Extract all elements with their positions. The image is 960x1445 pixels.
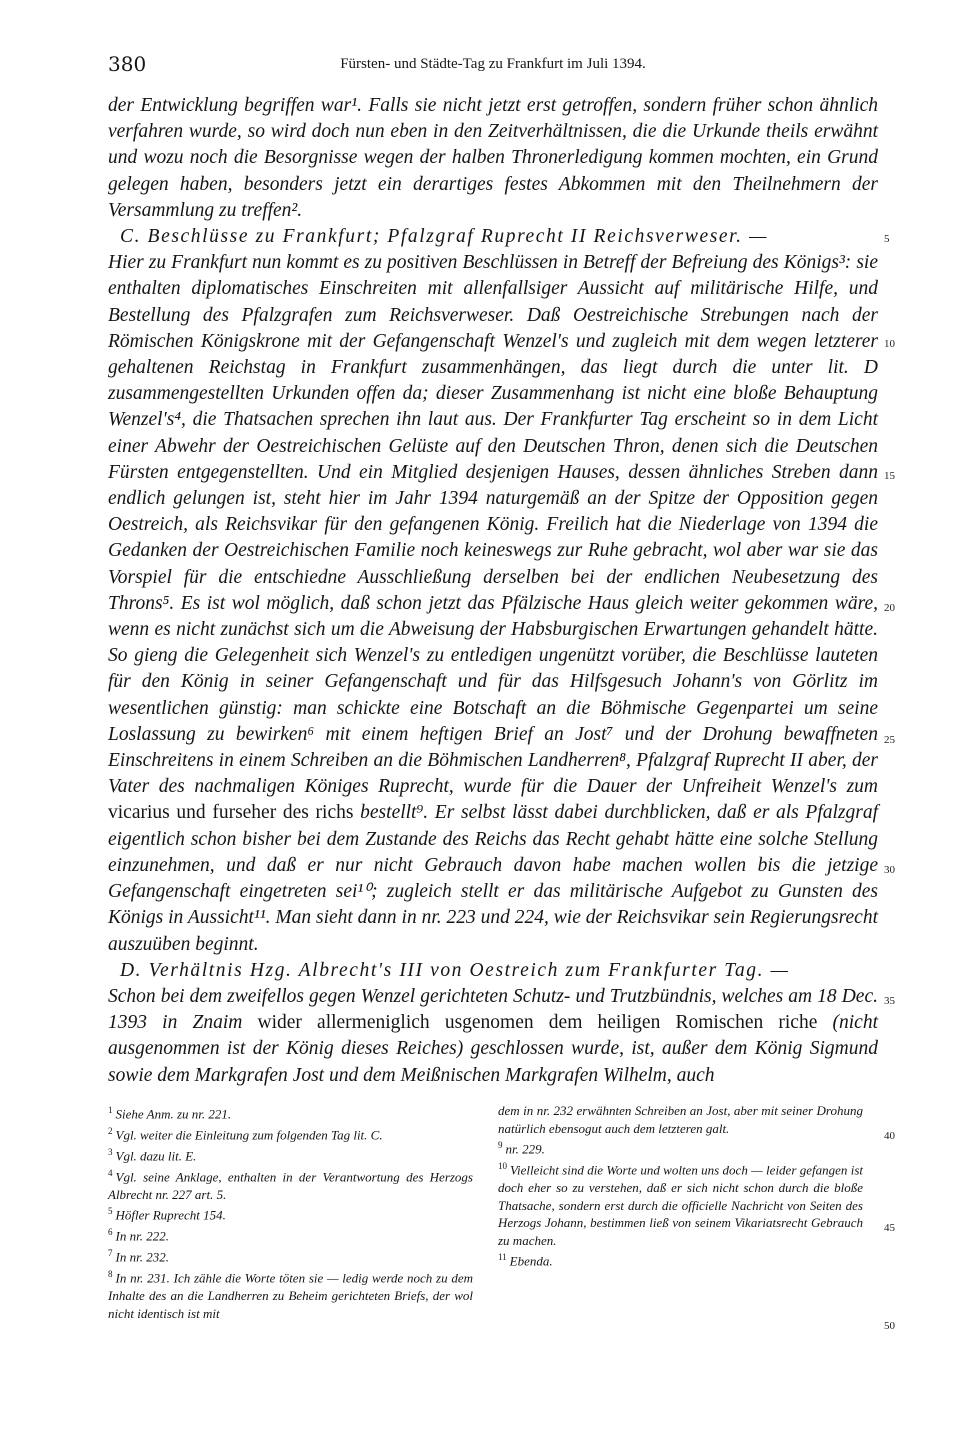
line-number: 15 bbox=[884, 470, 895, 482]
line-number: 35 bbox=[884, 995, 895, 1007]
line-number: 45 bbox=[884, 1222, 895, 1234]
footnote: $^6$ In nr. 222. bbox=[108, 1227, 169, 1244]
footnote: $^9$ nr. 229. bbox=[498, 1140, 545, 1157]
line-number: 25 bbox=[884, 734, 895, 746]
paragraph-section-d bbox=[108, 984, 878, 1089]
line-number: 30 bbox=[884, 864, 895, 876]
footnote: $^8$ In nr. 231. Ich zähle die Worte töten sie — ledig werde noch zu dem Inhalte des an die Landherren zu Beheim gerichteten Briefs, der wol nicht identisch ist mit bbox=[108, 1269, 473, 1321]
page-header bbox=[108, 50, 878, 80]
footnote-continuation: dem in nr. 232 erwähnten Schreiben an Jost, aber mit seiner Drohung natürlich ebensogut auch dem letzteren galt. bbox=[498, 1103, 863, 1136]
footnote: $^2$ Vgl. weiter die Einleitung zum folgenden Tag lit. C. bbox=[108, 1125, 383, 1143]
paragraph-section-c-cont: bestellt⁹. Er selbst lässt dabei durchblicken, daß er als Pfalzgraf eigentlich schon bisher bei dem Zustande des Reichs das Recht gehabt hätte eine solche Stellung einzunehmen, und daß er nur nicht Gebrauch davon habe machen wollen bis die jetzige Gefangenschaft eingetreten sei¹⁰; zugleich stellt er das militärische Aufgebot zu Gunsten des Königs in Aussicht¹¹. Man sieht dann in nr. 223 und 224, wie der Reichsvikar sein Regierungsrecht auszuüben beginnt. bbox=[108, 802, 879, 955]
footnote: $^{11}$ Ebenda. bbox=[498, 1252, 553, 1269]
line-number: 50 bbox=[884, 1320, 895, 1332]
footnote: $^4$ Vgl. seine Anklage, enthalten in der Verantwortung des Herzogs Albrecht nr. 227 art. 5. bbox=[108, 1167, 473, 1202]
footnote: $^5$ Höfler Ruprecht 154. bbox=[108, 1206, 226, 1223]
section-heading-c: C. Beschlüsse zu Frankfurt; Pfalzgraf Ruprecht II Reichsverweser. — bbox=[120, 226, 769, 248]
footnote: $^{10}$ Vielleicht sind die Worte und wolten uns doch — leider gefangen ist doch eher so zu verstehen, daß er sich nicht schon durch die bloße Thatsache, sondern erst durch die officielle Nachricht von Seiten des Herzogs Johann, bestimmen ließ von seinem Vikariatsrecht Gebrauch zu machen. bbox=[498, 1161, 863, 1248]
footnotes-right-column bbox=[498, 1102, 863, 1270]
paragraph-section-c-text: Hier zu Frankfurt nun kommt es zu positiven Beschlüssen in Betreff der Befreiung des Königs³: sie enthalten diplomatisches Einschreiten mit allenfallsiger Aussicht auf militärische Hilfe, und Bestellung des Pfalzgrafen zum Reichsverweser. Daß Oestreichische Strebungen nach der Römischen Königskrone mit der Gefangenschaft Wenzel's und zugleich mit dem wegen letzterer gehaltenen Reichstag in Frankfurt zusammenhängen, das liegt durch die unter lit. D zusammengestellten Urkunden offen da; dieser Zusammenhang ist nicht eine bloße Behauptung Wenzel's⁴, die Thatsachen sprechen ihn laut aus. Der Frankfurter Tag erscheint so in dem Licht einer Abwehr der Oestreichischen Gelüste auf den Deutschen Thron, denen sich die Deutschen Fürsten entgegenstellten. Und ein Mitglied desjenigen Hauses, dessen ähnliches Streben dann endlich gelungen ist, steht hier im Jahr 1394 naturgemäß an der Spitze der Opposition gegen Oestreich, als Reichsvikar für den gefangenen König. Freilich hat die Niederlage von 1394 die Gedanken der Oestreichischen Familie noch keineswegs zur Ruhe gebracht, wol aber war sie das Vorspiel für die entschiedne Ausschließung derselben bei der endlichen Neubesetzung des Throns⁵. Es ist wol möglich, daß schon jetzt das Pfälzische Haus gleich weiter gekommen wäre, wenn es nicht zunächst sich um die Abweisung der Habsburgischen Erwartungen gehandelt hätte. So gieng die Gelegenheit sich Wenzel's zu entledigen ungenützt vorüber, die Beschlüsse lauteten für den König in seiner Gefangenschaft und für das Hilfsgesuch Johann's von Görlitz im wesentlichen günstig: man schickte eine Botschaft an die Böhmische Gegenpartei um seine Loslassung zu bewirken⁶ mit einem heftigen Brief an Jost⁷ und der Drohung bewaffneten Einschreitens in einem Schreiben an die Böhmischen Landherren⁸, Pfalzgraf Ruprecht II aber, der Vater des nachmaligen Königes Ruprecht, wurde für die Dauer der Unfreiheit Wenzel's zum bbox=[108, 252, 878, 798]
quoted-phrase-romischen-riche: wider allermeniglich usgenomen dem heiligen Romischen riche bbox=[257, 1012, 818, 1034]
paragraph-section-d-cont: (nicht ausgenommen ist der König dieses Reiches) geschlossen wurde, ist, außer dem König Sigmund sowie dem Markgrafen Jost und dem Meißnischen Markgrafen Wilhelm, auch bbox=[108, 1012, 878, 1086]
paragraph-section-d-text: Schon bei dem zweifellos gegen Wenzel gerichteten Schutz- und Trutzbündnis, welches am 18 Dec. 1393 in Znaim bbox=[108, 985, 878, 1034]
line-number: 20 bbox=[884, 602, 895, 614]
paragraph-intro: der Entwicklung begriffen war¹. Falls sie nicht jetzt erst getroffen, sondern früher schon ähnlich verfahren wurde, so wird doch nun eben in den Zeitverhältnissen, die die Urkunde theils erwähnt und wozu noch die Besorgnisse wegen der halben Thronerledigung kommen mochten, ein Grund gelegen haben, besonders jetzt ein derartiges festes Abkommen mit den Theilnehmern der Versammlung zu treffen². bbox=[108, 95, 878, 221]
footnote: $^3$ Vgl. dazu lit. E. bbox=[108, 1146, 197, 1164]
footnote: $^1$ Siehe Anm. zu nr. 221. bbox=[108, 1105, 232, 1122]
line-number: 10 bbox=[884, 338, 895, 350]
section-heading-d: D. Verhältnis Hzg. Albrecht's III von Oestreich zum Frankfurter Tag. — bbox=[120, 959, 790, 981]
line-number: 40 bbox=[884, 1130, 895, 1142]
line-number: 5 bbox=[884, 233, 890, 245]
footnotes-left-column bbox=[108, 1102, 473, 1322]
footnote: $^7$ In nr. 232. bbox=[108, 1248, 169, 1265]
running-head: Fürsten- und Städte-Tag zu Frankfurt im Juli 1394. bbox=[340, 56, 646, 72]
main-text bbox=[108, 93, 878, 1089]
page-number: 380 bbox=[108, 52, 147, 76]
quoted-phrase-vicarius: vicarius und furseher des richs bbox=[108, 802, 354, 824]
paragraph-section-c bbox=[108, 250, 878, 957]
